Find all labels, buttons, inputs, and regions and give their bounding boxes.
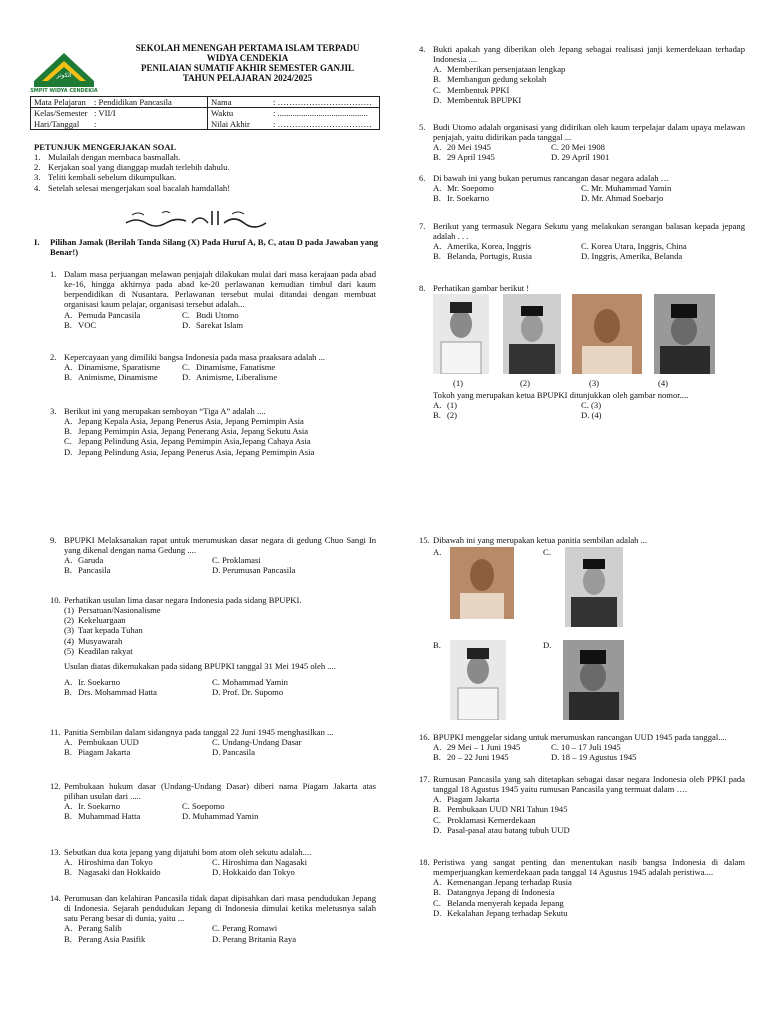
option-b[interactable]: Nagasaki dan Hokkaido — [78, 867, 161, 878]
option-c[interactable]: Jepang Pelindung Asia, Jepang Pemimpin Asia,Jepang Cahaya Asia — [78, 436, 311, 447]
option-b[interactable]: Jepang Pemimpin Asia, Jepang Penerang Asia, Jepang Sekutu Asia — [78, 426, 309, 437]
photo-c-hatta[interactable] — [565, 547, 623, 627]
option-c[interactable]: C. Undang-Undang Dasar — [212, 737, 302, 748]
section-1-title: Pilihan Jamak (Berilah Tanda Silang (X) Pada Huruf A, B, C, atau D pada Jawaban yang Benar!) — [50, 237, 379, 258]
petunjuk-item: Kerjakan soal yang dianggap mudah terlebih dahulu. — [48, 162, 230, 173]
option-c[interactable]: C. 20 Mei 1908 — [551, 142, 605, 153]
photo-2-hatta — [503, 294, 561, 374]
option-d[interactable]: Sarekat Islam — [196, 319, 244, 330]
option-c[interactable]: Proklamasi Kemerdekaan — [447, 814, 536, 825]
svg-text:SMPIT WIDYA CENDEKIA: SMPIT WIDYA CENDEKIA — [30, 88, 98, 93]
option-a[interactable]: Hiroshima dan Tokyo — [78, 857, 153, 868]
section-1-heading: I. Pilihan Jamak (Berilah Tanda Silang (X) Pada Huruf A, B, C, atau D pada Jawaban yang Benar!) — [34, 237, 379, 258]
mapel-value: : Pendidikan Pancasila — [94, 97, 172, 107]
info-left — [31, 97, 208, 108]
option-d[interactable]: D. — [543, 640, 552, 650]
option-b[interactable]: Pancasila — [78, 565, 111, 576]
option-c[interactable]: Budi Utomo — [196, 309, 239, 320]
nama-label: Nama — [211, 97, 232, 107]
option-c[interactable]: C. Perang Romawi — [212, 923, 278, 934]
option-b[interactable]: Belanda, Portugis, Rusia — [447, 251, 532, 262]
svg-text:الكوثر: الكوثر — [56, 72, 72, 79]
photo-b-soekarno[interactable] — [450, 640, 506, 720]
option-d[interactable]: D. Perang Britania Raya — [212, 933, 297, 944]
option-a[interactable]: Memberikan persenjataan lengkap — [447, 64, 566, 75]
question-11: 11. Panitia Sembilan dalam sidangnya pada tanggal 22 Juni 1945 menghasilkan ... A. Pembukaan UUD C. Undang-Undang Dasar B. Piagam Jakarta D. Pancasila — [50, 727, 334, 758]
option-a[interactable]: Piagam Jakarta — [447, 794, 500, 805]
nilai-label: Nilai Akhir — [211, 118, 250, 129]
school-header — [110, 44, 385, 84]
kelas-label: Kelas/Semester — [34, 108, 88, 119]
option-d[interactable]: D. Perumusan Pancasila — [212, 565, 296, 576]
option-c[interactable]: C. Mohammad Yamin — [212, 676, 288, 687]
option-d[interactable]: Pasal-pasal atau batang tubuh UUD — [447, 824, 570, 835]
question-3: 3. Berikut ini yang merupakan semboyan “Tiga A” adalah .... A. Jepang Kepala Asia, Jepang Penerus Asia, Jepang Pemimpin Asia B. Jepang Pemimpin Asia, Jepang Penerang Asia, Jepang Sekutu Asia C. Jepang Pelindung Asia, Jepang Pemimpin Asia,Jepang Cahaya Asia D. Jepang Pelindung Asia, Jepang Penerus Asia, Jepang Pemimpin Asia — [50, 406, 315, 457]
petunjuk-item: Mulailah dengan membaca basmallah. — [48, 152, 181, 163]
kelas-value: : VII/I — [94, 108, 116, 119]
option-b[interactable]: 29 April 1945 — [447, 152, 495, 163]
photo-1-soekarno — [433, 294, 489, 374]
option-b[interactable]: Piagam Jakarta — [78, 747, 131, 758]
option-b[interactable]: Animisme, Dinamisme — [78, 372, 158, 383]
option-d[interactable]: Jepang Pelindung Asia, Jepang Penerus Asia, Jepang Pemimpin Asia — [78, 446, 315, 457]
petunjuk-title: PETUNJUK MENGERJAKAN SOAL — [34, 142, 177, 152]
question-18: 18. Peristiwa yang sangat penting dan menentukan nasib bangsa Indonesia di dalam memperjuangkan kemerdekaan pada tanggal 14 Agustus 1945 adalah peristiwa.... A. Kemenangan Jepang terhadap Rusia B. Datangnya Jepang di Indonesia C. Belanda menyerah kepada Jepang D. Kekalahan Jepang terhadap Sekutu — [419, 857, 745, 918]
photo-a-radjiman[interactable] — [450, 547, 514, 619]
question-17: 17. Rumusan Pancasila yang sah ditetapkan sebagai dasar negara Indonesia oleh PPKI pada tanggal 18 Agustus 1945 yaitu rumusan Pancasila yang termuat dalam …. A. Piagam Jakarta B. Pembukaan UUD NRI Tahun 1945 C. Proklamasi Kemerdekaan D. Pasal-pasal atau batang tubuh UUD — [419, 774, 745, 835]
option-a[interactable]: Perang Salib — [78, 923, 122, 934]
option-d[interactable]: D. 29 April 1901 — [551, 152, 610, 163]
option-a[interactable]: 20 Mei 1945 — [447, 142, 491, 153]
question-5: 5. Budi Utomo adalah organisasi yang didirikan oleh kaum terpelajar dalam upaya melawan penjajah, yaitu didirikan pada tanggal ... A. 20 Mei 1945 C. 20 Mei 1908 B. 29 April 1945 D. 29 April 1901 — [419, 122, 745, 163]
option-d[interactable]: D. Prof. Dr. Supomo — [212, 687, 284, 698]
petunjuk-section: PETUNJUK MENGERJAKAN SOAL 1. Mulailah dengan membaca basmallah. 2. Kerjakan soal yang dianggap mudah terlebih dahulu. 3. Teliti kembali sebelum dikumpulkan. 4. Setelah selesai mengerjakan soal bacalah hamdallah! — [34, 142, 384, 193]
usulan-item: Taat kepada Tuhan — [78, 625, 143, 636]
option-c[interactable]: C. Proklamasi — [212, 555, 261, 566]
question-4: 4. Bukti apakah yang diberikan oleh Jepang sebagai realisasi janji kemerdekaan terhadap Indonesia .... A. Memberikan persenjataan lengkap B. Membangun gedung sekolah C. Membentuk PPKI D. Membentuk BPUPKI — [419, 44, 745, 105]
option-b[interactable]: Ir. Soekarno — [447, 193, 490, 204]
option-c[interactable]: C. Mr. Muhammad Yamin — [581, 183, 672, 194]
option-b[interactable]: Pembukaan UUD NRI Tahun 1945 — [447, 804, 568, 815]
question-1: 1. Dalam masa perjuangan melawan penjajah dilakukan mulai dari masa kerajaan pada abad ke-16, hingga akhirnya pada abad ke-20 perlawanan kemudian timbul dari kaum berpendidikan di Nusantara. Perlawanan tersebut mulai ditandai dengan membuat organisasi kaum pelajar, organisasi tersebut adalah... A. Pemuda Pancasila C. Budi Utomo B. VOC D. Sarekat Islam — [50, 269, 376, 330]
option-b[interactable]: Membangun gedung sekolah — [447, 74, 547, 85]
option-a[interactable]: (1) — [447, 400, 458, 411]
usulan-item: Keadilan rakyat — [78, 645, 133, 656]
usulan-item: Kekeluargaan — [78, 615, 126, 626]
option-d[interactable]: D. (4) — [581, 410, 602, 421]
option-c[interactable]: C. Hiroshima dan Nagasaki — [212, 857, 307, 868]
option-a[interactable]: Kemenangan Jepang terhadap Rusia — [447, 877, 572, 888]
option-a[interactable]: Pembukaan UUD — [78, 737, 139, 748]
option-c[interactable]: C. Korea Utara, Inggris, China — [581, 241, 687, 252]
question-6: 6. Di bawah ini yang bukan perumus rancangan dasar negara adalah … A. Mr. Soepomo C. Mr. Muhammad Yamin B. Ir. Soekarno D. Mr. Ahmad Soebarjo — [419, 173, 672, 204]
student-info-table — [30, 96, 380, 130]
header-line3: PENILAIAN SUMATIF AKHIR SEMESTER GANJIL — [140, 62, 355, 73]
info-right — [208, 97, 380, 108]
option-c[interactable]: Belanda menyerah kepada Jepang — [447, 897, 564, 908]
header-line1: SEKOLAH MENENGAH PERTAMA ISLAM TERPADU — [135, 43, 360, 53]
question-9: 9. BPUPKI Melaksanakan rapat untuk merumuskan dasar negara di gedung Chuo Sangi In yang dikenal dengan nama Gedung .... A. Garuda C. Proklamasi B. Pancasila D. Perumusan Pancasila — [50, 535, 376, 576]
option-c[interactable]: C. Soepomo — [182, 801, 225, 812]
option-a[interactable]: Mr. Soepomo — [447, 183, 494, 194]
option-b[interactable]: 20 – 22 Juni 1945 — [447, 752, 509, 763]
header-line4: TAHUN PELAJARAN 2024/2025 — [182, 72, 313, 83]
option-a[interactable]: Garuda — [78, 555, 104, 566]
waktu-label: Waktu — [211, 108, 234, 119]
option-c[interactable]: C. 10 – 17 Juli 1945 — [551, 742, 621, 753]
question-14: 14. Perumusan dan kelahiran Pancasila tidak dapat dipisahkan dari masa pendudukan Jepang di Indonesia. Sejarah pendudukan Jepang di Indonesia dimulai ketika meletusnya salah satu Perang besar di dunia, yaitu ... A. Perang Salib C. Perang Romawi B. Perang Asia Pasifik D. Perang Britania Raya — [50, 893, 376, 944]
option-d[interactable]: D. Hokkaido dan Tokyo — [212, 867, 295, 878]
exam-page: الكوثر SMPIT WIDYA CENDEKIA SEKOLAH MENENGAH PERTAMA ISLAM TERPADU WIDYA CENDEKIA PENILAIAN SUMATIF AKHIR SEMESTER GANJIL TAHUN PELAJARAN 2024/2025 Mata Pelajaran : Pendidikan Pancasila Nama : …………………………… Kelas/Semester : VII/I Waktu : .......................................... Hari/Tanggal : Nilai Akhir : …………………………… PETUNJUK MENGERJAKAN SOAL 1. Mulailah dengan membaca basmallah. 2. Kerjakan soal yang dianggap mudah terlebih dahulu. 3. Teliti kembali sebelum dikumpulkan. 4. Setelah selesai mengerjakan soal bacalah hamdallah! I. Pilihan Jamak (Berilah Tanda Silang (X) Pada Huruf A, B, C, atau D pada Jawaban yang Benar!) 1. Dalam masa perjuangan melawan penjajah dilakukan mulai dari masa kerajaan pada abad ke-16, hingga akhirnya pada abad ke-20 perlawanan kemudian timbul dari kaum berpendidikan di Nusantara. Perlawanan tersebut mulai ditandai dengan membuat organisasi kaum pelajar, organisasi tersebut adalah... A. Pemuda Pancasila C. Budi Utomo B. VOC D. Sarekat Islam 2. Kepercayaan yang dimiliki bangsa Indonesia pada masa praaksara adalah ... A. Dinamisme, Sparatisme C. Dinamisme, Fanatisme B. Animisme, Dinamisme D. Animisme, Liberalisme 3. Berikut ini yang merupakan semboyan “Tiga A” adalah .... A. Jepang Kepala Asia, Jepang Penerus Asia, Jepang Pemimpin Asia B. Jepang Pemimpin Asia, Jepang Penerang Asia, Jepang Sekutu Asia C. Jepang Pelindung Asia, Jepang Pemimpin Asia,Jepang Cahaya Asia D. Jepang Pelindung Asia, Jepang Penerus Asia, Jepang Pemimpin Asia 4. Bukti apakah yang diberikan oleh Jepang sebagai realisasi janji kemerdekaan terhadap Indonesia .... A. Memberikan persenjataan lengkap B. Membangun gedung sekolah C. Membentuk PPKI D. Membentuk BPUPKI 5. Budi Utomo adalah organisasi yang didirikan oleh kaum terpelajar dalam upaya melawan penjajah, yaitu didirikan pada tanggal ... A. 20 Mei 1945 C. 20 Mei 1908 B. 29 April 1945 D. 29 April 1901 6. Di bawah ini yang bukan perumus rancangan dasar negara adalah … A. Mr. Soepomo C. Mr. Muhammad Yamin B. Ir. Soekarno D. Mr. Ahmad Soebarjo 7. Berikut yang termasuk Negara Sekutu yang melakukan serangan balasan kepada jepang adalah . . . A. Amerika, Korea, Inggris C. Korea Utara, Inggris, China B. Belanda, Portugis, Rusia D. Inggris, Amerika, Belanda 8. Perhatikan gambar berikut ! (1) (2) (3) (4) Tokoh yang merupakan ketua BPUPKI ditunjukkan oleh gambar nomor.... A. (1) C. (3) B. (2) D. (4) 9. BPUPKI Melaksanakan rapat untuk merumuskan dasar negara di gedung Chuo Sangi In yang dikenal dengan nama Gedung .... A. Garuda C. Proklamasi B. Pancasila D. Perumusan Pancasila 10. Perhatikan usulan lima dasar negara Indonesia pada sidang BPUPKI. (1) Persatuan/Nasionalisme (2) Kekeluargaan (3) Taat kepada Tuhan (4) Musyawarah (5) Keadilan rakyat Usulan diatas dikemukakan pada sidang BPUPKI tanggal 31 Mei 1945 oleh .... A. Ir. Soekarno C. Mohammad Yamin B. Drs. Mohammad Hatta D. Prof. Dr. Supomo 11. Panitia Sembilan dalam sidangnya pada tanggal 22 Juni 1945 menghasilkan ... A. Pembukaan UUD C. Undang-Undang Dasar B. Piagam Jakarta D. Pancasila 12. Pembukaan hukum dasar (Undang-Undang Dasar) diberi nama Piagam Jakarta atas pilihan usulan dari ..... A. Ir. Soekarno C. Soepomo B. Muhammad Hatta D. Muhammad Yamin 13. Sebutkan dua kota jepang yang dijatuhi bom atom oleh sekutu adalah.... A. Hiroshima dan Tokyo C. Hiroshima dan Nagasaki B. Nagasaki dan Hokkaido D. Hokkaido dan Tokyo 14. Perumusan dan kelahiran Pancasila tidak dapat dipisahkan dari masa pendudukan Jepang di Indonesia. Sejarah pendudukan Jepang di Indonesia dimulai ketika meletusnya salah satu Perang besar di dunia, yaitu ... A. Perang Salib C. Perang Romawi B. Perang Asia Pasifik D. Perang Britania Raya 15. Dibawah ini yang merupakan ketua panitia sembilan adalah ... A. C. B. D. 16. BPUPKI menggelar sidang untuk merumuskan rancangan UUD 1945 pada tanggal.... A. 29 Mei – 1 Juni 1945 C. 10 – 17 Juli 1945 B. 20 – 22 Juni 1945 D. 18 – 19 Agustus 1945 17. Rumusan Pancasila yang sah ditetapkan sebagai dasar negara Indonesia oleh PPKI pada tanggal 18 Agustus 1945 yaitu rumusan Pancasila yang termuat dalam …. A. Piagam Jakarta B. Pembukaan UUD NRI Tahun 1945 C. Proklamasi Kemerdekaan D. Pasal-pasal atau batang tubuh UUD 18. Peristiwa yang sangat penting dan menentukan nasib bangsa Indonesia di dalam memperjuangkan kemerdekaan pada tanggal 14 Agustus 1945 adalah peristiwa.... A. Kemenangan Jepang terhadap Rusia B. Datangnya Jepang di Indonesia C. Belanda menyerah kepada Jepang D. Kekalahan Jepang terhadap Sekutu — [30, 43, 745, 944]
option-d[interactable]: D. Mr. Ahmad Soebarjo — [581, 193, 664, 204]
option-a[interactable]: Ir. Soekarno — [78, 801, 121, 812]
mapel-label: Mata Pelajaran — [34, 97, 86, 107]
petunjuk-item: Teliti kembali sebelum dikumpulkan. — [48, 172, 177, 183]
option-d[interactable]: D. Pancasila — [212, 747, 255, 758]
question-7: 7. Berikut yang termasuk Negara Sekutu yang melakukan serangan balasan kepada jepang adalah . . . A. Amerika, Korea, Inggris C. Korea Utara, Inggris, China B. Belanda, Portugis, Rusia D. Inggris, Amerika, Belanda — [419, 221, 745, 262]
option-a[interactable]: Jepang Kepala Asia, Jepang Penerus Asia, Jepang Pemimpin Asia — [78, 416, 304, 427]
petunjuk-item: Setelah selesai mengerjakan soal bacalah hamdallah! — [48, 182, 231, 193]
nilai-field[interactable]: : …………………………… — [273, 118, 373, 129]
photo-3-radjiman — [572, 294, 642, 374]
waktu-field[interactable]: : .......................................... — [273, 108, 368, 119]
option-c[interactable]: Dinamisme, Fanatisme — [196, 362, 276, 373]
option-a[interactable]: A. — [433, 547, 442, 557]
photo-d-yamin[interactable] — [563, 640, 624, 720]
school-logo — [30, 51, 98, 93]
nama-field[interactable]: : …………………………… — [273, 97, 373, 107]
option-d[interactable]: Membentuk BPUPKI — [447, 94, 522, 105]
header-line2: WIDYA CENDEKIA — [206, 52, 289, 63]
option-a[interactable]: 29 Mei – 1 Juni 1945 — [447, 742, 521, 753]
question-10: 10. Perhatikan usulan lima dasar negara Indonesia pada sidang BPUPKI. (1) Persatuan/Nasionalisme (2) Kekeluargaan (3) Taat kepada Tuhan (4) Musyawarah (5) Keadilan rakyat Usulan diatas dikemukakan pada sidang BPUPKI tanggal 31 Mei 1945 oleh .... A. Ir. Soekarno C. Mohammad Yamin B. Drs. Mohammad Hatta D. Prof. Dr. Supomo — [50, 595, 336, 698]
option-d[interactable]: Animisme, Liberalisme — [196, 372, 278, 383]
option-d[interactable]: D. Inggris, Amerika, Belanda — [581, 251, 683, 262]
option-a[interactable]: Amerika, Korea, Inggris — [447, 241, 531, 252]
option-a[interactable]: Pemuda Pancasila — [78, 309, 141, 320]
option-b[interactable]: Perang Asia Pasifik — [78, 933, 146, 944]
question-12: 12. Pembukaan hukum dasar (Undang-Undang Dasar) diberi nama Piagam Jakarta atas pilihan usulan dari ..... A. Ir. Soekarno C. Soepomo B. Muhammad Hatta D. Muhammad Yamin — [50, 781, 376, 822]
option-b[interactable]: (2) — [447, 410, 458, 421]
option-c[interactable]: C. (3) — [581, 400, 602, 411]
option-d[interactable]: Kekalahan Jepang terhadap Sekutu — [447, 907, 568, 918]
question-13: 13. Sebutkan dua kota jepang yang dijatuhi bom atom oleh sekutu adalah.... A. Hiroshima dan Tokyo C. Hiroshima dan Nagasaki B. Nagasaki dan Hokkaido D. Hokkaido dan Tokyo — [50, 847, 312, 878]
hari-field[interactable]: : — [94, 118, 97, 129]
option-c[interactable]: Membentuk PPKI — [447, 84, 510, 95]
option-b[interactable]: B. — [433, 640, 441, 650]
bismillah-calligraphy — [122, 205, 272, 231]
option-b[interactable]: VOC — [78, 319, 97, 330]
option-b[interactable]: Muhammad Hatta — [78, 811, 141, 822]
question-8-body: Tokoh yang merupakan ketua BPUPKI ditunjukkan oleh gambar nomor.... A. (1) C. (3) B. (2) D. (4) — [433, 390, 689, 421]
usulan-item: Musyawarah — [78, 635, 123, 646]
option-b[interactable]: Datangnya Jepang di Indonesia — [447, 887, 555, 898]
option-a[interactable]: Dinamisme, Sparatisme — [78, 362, 161, 373]
usulan-item: Persatuan/Nasionalisme — [78, 605, 161, 616]
photo-4-yamin — [654, 294, 715, 374]
question-16: 16. BPUPKI menggelar sidang untuk merumuskan rancangan UUD 1945 pada tanggal.... A. 29 Mei – 1 Juni 1945 C. 10 – 17 Juli 1945 B. 20 – 22 Juni 1945 D. 18 – 19 Agustus 1945 — [419, 732, 727, 763]
question-15: 15. Dibawah ini yang merupakan ketua panitia sembilan adalah ... — [419, 535, 648, 545]
option-d[interactable]: D. 18 – 19 Agustus 1945 — [551, 752, 637, 763]
option-c[interactable]: C. — [543, 547, 551, 557]
question-2: 2. Kepercayaan yang dimiliki bangsa Indonesia pada masa praaksara adalah ... A. Dinamisme, Sparatisme C. Dinamisme, Fanatisme B. Animisme, Dinamisme D. Animisme, Liberalisme — [50, 352, 326, 383]
question-8: 8. Perhatikan gambar berikut ! — [419, 283, 530, 293]
option-a[interactable]: Ir. Soekarno — [78, 676, 121, 687]
hari-label: Hari/Tanggal — [34, 118, 80, 129]
option-b[interactable]: Drs. Mohammad Hatta — [78, 687, 157, 698]
option-d[interactable]: D. Muhammad Yamin — [182, 811, 259, 822]
